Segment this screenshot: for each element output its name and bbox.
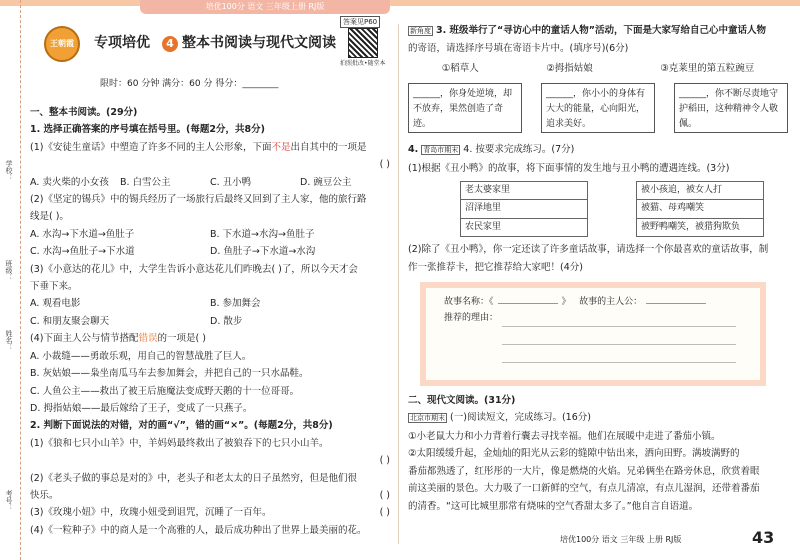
option: B. 下水道→水沟→鱼肚子 [210,228,315,240]
options-1-2-row2 [30,243,390,260]
judge-item: (3)《玫瑰小妞》中，玫瑰小妞受到诅咒，沉睡了一百年。 ( ) [30,504,390,521]
emphasis-not: 不是 [271,141,291,153]
question-3: 新角度 3. 班级举行了“寻访心中的童话人物”活动，下面是大家写给自己心中童话人物 [410,25,767,36]
option: A. 水沟→下水道→鱼肚子 [30,228,135,240]
choice: ③克莱里的第五粒豌豆 [660,62,755,74]
section-heading: 一、整本书阅读。(29分) [30,107,138,118]
message-cards [408,83,788,133]
passage-line: ①小老鼠大力和小力背着行囊去寻找幸福。他们在展暖中走进了番茄小镇。 [408,430,721,442]
source-tag: 新角度 [410,27,431,35]
option: C. 人鱼公主——救出了被王后施魔法变成野天鹅的十一位哥哥。 [30,385,300,397]
top-decor-band [0,0,800,6]
section-title: 专项培优 [94,35,150,51]
card-hero-label: 故事的主人公： [579,297,643,308]
unit-title: 整本书阅读与现代文阅读 [182,35,336,51]
judge-item: (1)《狼和七只小山羊》中，羊妈妈最终救出了被狼吞下的七只小山羊。 [30,437,329,449]
time-score-line: 限时：60 分钟 满分：60 分 得分：________ [100,79,279,89]
option: C. 水沟→鱼肚子→下水道 [30,246,135,258]
column-divider [398,24,399,544]
question-4-1: (1)根据《丑小鸭》的故事，将下面事情的发生地与丑小鸭的遭遇连线。(3分) [408,162,730,174]
q3-choices [408,60,788,77]
left-binding-strip [0,0,21,560]
choice: ②拇指姑娘 [546,62,593,74]
message-card[interactable]: ______，你不断尽责地守护稻田，这种精神令人敬佩。 [674,83,788,133]
passage-line: ②太阳缓缓升起，金灿灿的阳光从云彩的缝隙中钻出来，洒向田野。满坡满野的 [408,448,740,460]
answer-paren[interactable]: ( ) [379,455,390,467]
question-4-2-cont: 作一张推荐卡，把它推荐给大家吧！(4分) [408,261,583,273]
judge-item: (4)《一粒种子》中的商人是一个高雅的人，最后成功种出了世界上最美丽的花。 [30,524,367,536]
question-1-4: (4)下面主人公与情节搭配错误的一项是( ) [30,333,206,345]
emphasis-wrong: 错误 [138,333,158,345]
option: D. 鱼肚子→下水道→水沟 [210,246,316,258]
name-label: 姓名： [5,330,13,351]
option: A. 卖火柴的小女孩 [30,176,109,188]
options-1-1 [30,174,390,191]
answer-reference: 答案见P60 [340,16,380,28]
answer-paren[interactable]: ( ) [379,159,390,171]
passage-line: 的清香。“这可比城里那常有烧味的空气香甜太多了。”他自言自语道。 [408,500,699,512]
series-banner: 培优100分 语文 三年级上册 RJ版 [140,0,390,14]
qr-caption: 拍照批改•随堂本 [340,60,386,67]
question-1-3-cont: 下垂下来。 [30,281,78,293]
right-column [408,22,788,515]
option: A. 观看电影 [30,298,81,310]
question-4: 4. 青岛市期末 4. 按要求完成练习。(7分) [408,144,575,156]
message-card[interactable]: ______，你身处逆境，却不放弃，果然创造了奇迹。 [408,83,522,133]
question-1-3: (3)《小意达的花儿》中，大学生告诉小意达花儿们昨晚去( )了，所以今天才会 [30,263,358,275]
story-name-blank[interactable] [498,303,558,304]
reason-line[interactable] [502,362,736,363]
message-card[interactable]: ______，你小小的身体有大大的能量，心向阳光，追求美好。 [541,83,655,133]
question-3-cont: 的寄语，请选择序号填在寄语卡片中。(填序号)(6分) [408,43,629,55]
page-footer: 培优100分 语文 三年级 上册 RJ版 [560,535,682,544]
qr-code-icon[interactable] [348,28,378,58]
option: B. 参加舞会 [210,298,261,310]
judge-item: 快乐。 ( ) [30,487,390,504]
question-4-2: (2)除了《丑小鸭》，你一定还读了许多童话故事，请选择一个你最喜欢的童话故事，制 [408,244,769,256]
place-cell[interactable]: 沼泽地里 [461,200,588,218]
unit-number-badge: 4 [162,36,178,52]
event-cell[interactable]: 被猫、母鸡嘲笑 [637,200,764,218]
option: A. 小裁缝——勇敢乐观，用自己的智慧战胜了巨人。 [30,350,252,362]
options-1-2-row1 [30,226,390,243]
hero-blank[interactable] [646,303,706,304]
passage-line: 番茄都熟透了，红彤彤的一大片，像是燃烧的火焰。兄弟俩坐在路旁休息，欣赏着眼 [408,465,760,477]
class-label: 班级： [5,260,13,281]
options-1-3-row1 [30,295,390,312]
option: B. 灰姑娘——枭坐南瓜马车去参加舞会，并把自己的一只水晶鞋。 [30,368,309,380]
source-tag: 北京市期末 [410,414,445,423]
left-column [30,104,390,539]
question-1-2: (2)《坚定的锡兵》中的锡兵经历了一场旅行后最终又回到了主人家，他的旅行路 [30,194,367,206]
source-tag: 青岛市期末 [423,146,459,155]
passage-intro: 北京市期末 (一)阅读短文，完成练习。(16分) [410,412,591,424]
options-1-3-row2 [30,313,390,330]
school-label: 学校： [5,160,13,181]
card-reason-label: 推荐的理由： [444,313,499,324]
reason-line[interactable] [502,344,736,345]
reason-line[interactable] [502,326,736,327]
matching-table [460,181,764,237]
page-header [44,24,344,60]
page-number: 43 [752,528,775,547]
option: D. 拇指姑娘——最后嫁给了王子，变成了一只燕子。 [30,402,253,414]
question-1-1: (1)《安徒生童话》中塑造了许多不同的主人公形象，下面不是出自其中的一项是 [30,141,367,153]
exam-number-label: 考号： [5,490,13,511]
choice: ①稻草人 [441,62,479,74]
question-2: 2. 判断下面说法的对错，对的画“√”，错的画“×”。(每题2分，共8分) [30,420,333,432]
brand-logo: 王朝霞 [44,26,80,62]
question-1: 1. 选择正确答案的序号填在括号里。(每题2分，共8分) [30,124,265,136]
judge-item: (2)《老头子做的事总是对的》中，老头子和老太太的日子虽然穷，但是他们很 [30,472,357,484]
recommendation-card [420,282,766,386]
card-name-label: 故事名称：《 [444,297,494,308]
option: D. 散步 [210,315,243,327]
answer-paren[interactable]: ( ) [379,507,390,519]
event-cell[interactable]: 被野鸭嘲笑，被猎狗欺负 [637,218,764,236]
passage-line: 前这美丽的景色。大力吸了一口新鲜的空气，有点儿清凉，有点儿湿润，还带着番茄 [408,483,760,495]
option: D. 豌豆公主 [300,176,352,188]
place-cell[interactable]: 老太婆家里 [461,182,588,200]
option: B. 白雪公主 [120,176,171,188]
answer-paren[interactable]: ( ) [379,489,390,501]
event-cell[interactable]: 被小孩追，被女人打 [637,182,764,200]
question-1-2-cont: 线是( )。 [30,211,69,223]
card-content: 故事名称：《 》 故事的主人公： 推荐的理由： [444,294,710,326]
option: C. 和朋友聚会聊天 [30,315,110,327]
option: C. 丑小鸭 [210,176,252,188]
place-cell[interactable]: 农民家里 [461,218,588,236]
page-title [94,32,336,52]
section-heading: 二、现代文阅读。(31分) [408,395,516,407]
